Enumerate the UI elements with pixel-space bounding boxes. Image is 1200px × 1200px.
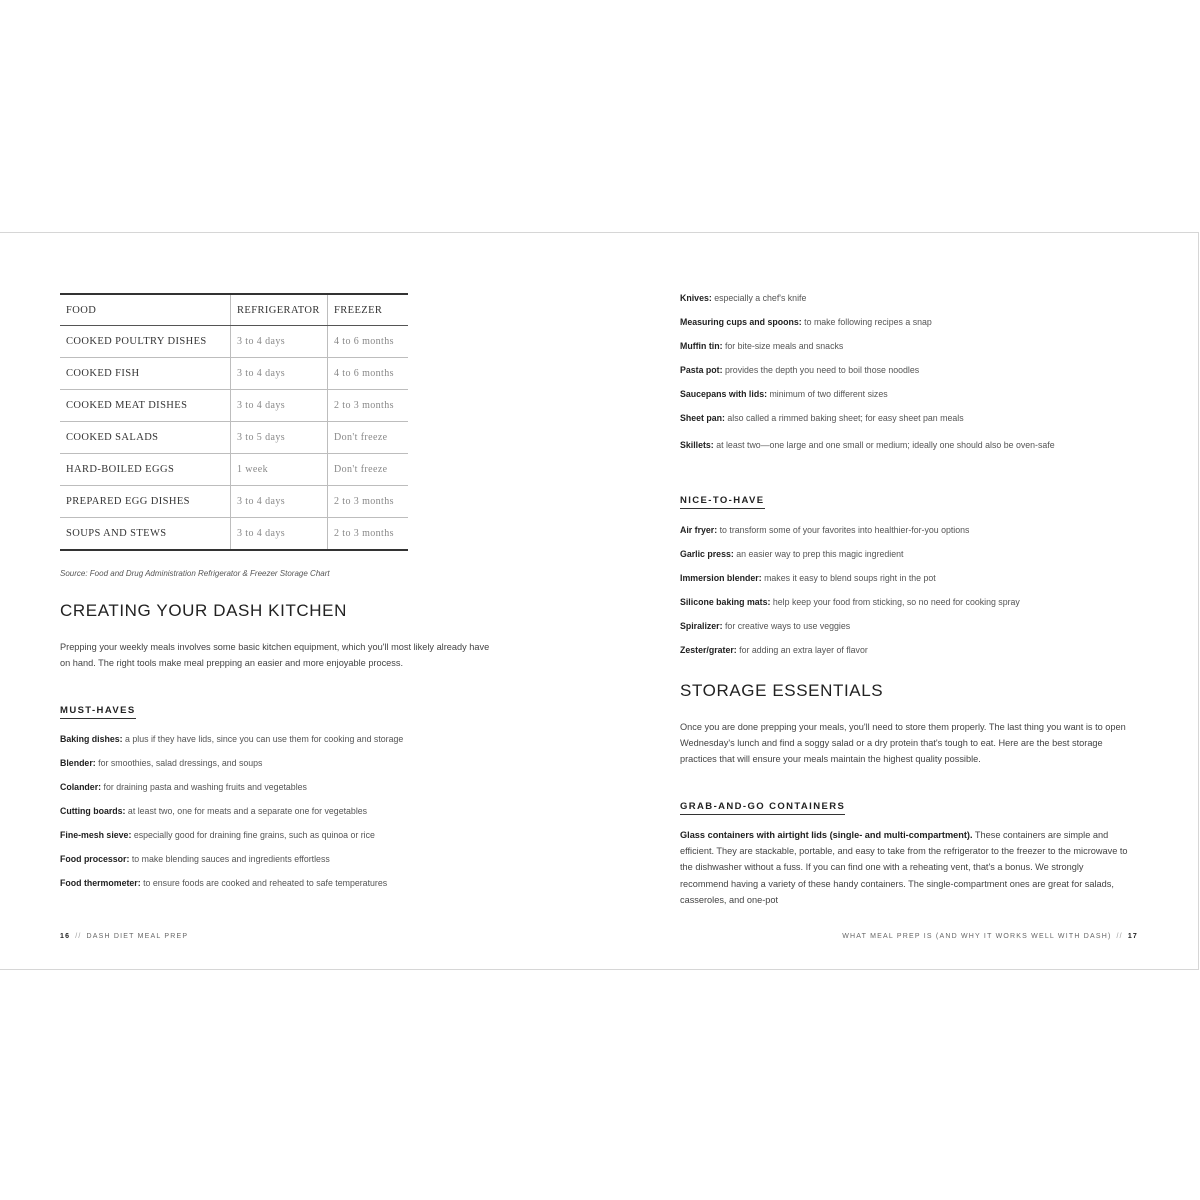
item-term: Saucepans with lids: — [680, 389, 768, 399]
must-haves-heading: MUST-HAVES — [60, 705, 136, 719]
refrigerator-cell: 3 to 4 days — [231, 326, 328, 358]
freezer-cell: 2 to 3 months — [328, 486, 409, 518]
list-item — [60, 734, 520, 758]
list-item — [680, 549, 1140, 573]
page-number: 17 — [1127, 933, 1138, 940]
table-row — [60, 422, 408, 454]
item-term: Food thermometer: — [60, 878, 141, 888]
freezer-cell: 2 to 3 months — [328, 518, 409, 551]
freezer-cell: Don't freeze — [328, 422, 409, 454]
item-term: Food processor: — [60, 854, 130, 864]
list-item — [60, 782, 520, 806]
food-cell: COOKED FISH — [60, 358, 231, 390]
item-term: Skillets: — [680, 440, 714, 450]
table-header-row — [60, 294, 408, 326]
table-source-note: Source: Food and Drug Administration Refrigerator & Freezer Storage Chart — [60, 569, 330, 578]
item-desc: an easier way to prep this magic ingredient — [733, 549, 904, 559]
food-cell: SOUPS AND STEWS — [60, 518, 231, 551]
must-haves-list-continued — [680, 293, 1120, 471]
food-cell: COOKED MEAT DISHES — [60, 390, 231, 422]
item-desc: for smoothies, salad dressings, and soups — [95, 758, 263, 768]
list-item — [680, 413, 1120, 437]
item-desc: minimum of two different sizes — [767, 389, 888, 399]
book-spread — [0, 232, 1199, 970]
list-item — [680, 597, 1140, 621]
item-term: Immersion blender: — [680, 573, 762, 583]
freezer-cell: Don't freeze — [328, 454, 409, 486]
item-desc: to make blending sauces and ingredients effortless — [129, 854, 330, 864]
table-row — [60, 326, 408, 358]
refrigerator-cell: 3 to 5 days — [231, 422, 328, 454]
list-item — [680, 389, 1120, 413]
nice-to-have-list — [680, 525, 1140, 669]
item-desc: for bite-size meals and snacks — [722, 341, 844, 351]
item-term: Pasta pot: — [680, 365, 723, 375]
freezer-cell: 4 to 6 months — [328, 326, 409, 358]
item-desc: a plus if they have lids, since you can use them for cooking and storage — [122, 734, 404, 744]
header-freezer: FREEZER — [328, 294, 409, 326]
item-term: Spiralizer: — [680, 621, 723, 631]
list-item — [680, 645, 1140, 669]
item-term: Air fryer: — [680, 525, 718, 535]
kitchen-section-title: CREATING YOUR DASH KITCHEN — [60, 601, 348, 620]
list-item — [680, 525, 1140, 549]
item-term: Cutting boards: — [60, 806, 126, 816]
item-term: Sheet pan: — [680, 413, 725, 423]
table-row — [60, 486, 408, 518]
storage-section-title: STORAGE ESSENTIALS — [680, 681, 884, 700]
kitchen-intro-paragraph: Prepping your weekly meals involves some basic kitchen equipment, which you'll most likely already have on hand. The right tools make meal prepping an easier and more enjoyable process. — [60, 642, 490, 669]
food-cell: COOKED POULTRY DISHES — [60, 326, 231, 358]
list-item — [60, 830, 520, 854]
item-desc: for draining pasta and washing fruits and vegetables — [101, 782, 307, 792]
food-cell: HARD-BOILED EGGS — [60, 454, 231, 486]
header-refrigerator: REFRIGERATOR — [231, 294, 328, 326]
item-desc: makes it easy to blend soups right in the pot — [761, 573, 936, 583]
item-desc: at least two—one large and one small or medium; ideally one should also be oven-safe — [713, 440, 1055, 450]
list-item — [680, 365, 1120, 389]
item-term: Zester/grater: — [680, 645, 737, 655]
item-desc: also called a rimmed baking sheet; for easy sheet pan meals — [724, 413, 964, 423]
item-desc: at least two, one for meats and a separate one for vegetables — [125, 806, 368, 816]
item-term: Garlic press: — [680, 549, 734, 559]
item-desc: especially good for draining fine grains, such as quinoa or rice — [131, 830, 375, 840]
item-term: Knives: — [680, 293, 712, 303]
must-haves-list — [60, 734, 520, 902]
item-desc: to make following recipes a snap — [801, 317, 932, 327]
table-row — [60, 518, 408, 551]
refrigerator-cell: 3 to 4 days — [231, 390, 328, 422]
item-term: Muffin tin: — [680, 341, 723, 351]
item-desc: for adding an extra layer of flavor — [736, 645, 868, 655]
food-cell: PREPARED EGG DISHES — [60, 486, 231, 518]
page-number: 16 — [60, 933, 71, 940]
refrigerator-cell: 3 to 4 days — [231, 358, 328, 390]
item-desc: to transform some of your favorites into healthier-for-you options — [717, 525, 970, 535]
list-item — [680, 317, 1120, 341]
glass-containers-desc: These containers are simple and efficient. They are stackable, portable, and easy to take from the refrigerator to the freezer to the microwave to the dishwasher without a fuss. If you can find one with a reheating vent, that's a bonus. We strongly recommend having a variety of these handy containers. The single-compartment ones are great for salads, casseroles, and one-pot — [680, 830, 1128, 905]
storage-intro-paragraph: Once you are done prepping your meals, you'll need to store them properly. The last thing you want is to open Wednesday's lunch and find a soggy salad or a dry protein that's tough to eat. Here are the best storage practices that will ensure your meals maintain the highest quality possible. — [680, 722, 1126, 765]
item-term: Baking dishes: — [60, 734, 123, 744]
item-term: Silicone baking mats: — [680, 597, 771, 607]
item-term: Fine-mesh sieve: — [60, 830, 132, 840]
item-desc: especially a chef's knife — [711, 293, 807, 303]
table-row — [60, 390, 408, 422]
left-page — [0, 233, 600, 969]
refrigerator-cell: 3 to 4 days — [231, 518, 328, 551]
refrigerator-cell: 3 to 4 days — [231, 486, 328, 518]
right-page — [600, 233, 1198, 969]
freezer-cell: 4 to 6 months — [328, 358, 409, 390]
list-item — [680, 621, 1140, 645]
table-row — [60, 358, 408, 390]
item-desc: provides the depth you need to boil those noodles — [722, 365, 920, 375]
right-page-footer — [842, 933, 1138, 940]
left-page-footer — [60, 933, 188, 940]
item-term: Blender: — [60, 758, 96, 768]
item-desc: help keep your food from sticking, so no need for cooking spray — [770, 597, 1020, 607]
item-term: Colander: — [60, 782, 102, 792]
list-item — [680, 437, 1080, 471]
glass-containers-paragraph — [680, 827, 1130, 911]
food-cell: COOKED SALADS — [60, 422, 231, 454]
running-head: DASH DIET MEAL PREP — [86, 933, 189, 940]
nice-to-have-heading: NICE-TO-HAVE — [680, 495, 765, 509]
storage-time-table — [60, 293, 408, 551]
list-item — [680, 341, 1120, 365]
item-desc: for creative ways to use veggies — [722, 621, 851, 631]
footer-separator: // — [1116, 933, 1123, 940]
list-item — [680, 573, 1140, 597]
list-item — [60, 878, 520, 902]
list-item — [60, 806, 520, 830]
glass-containers-term: Glass containers with airtight lids (single- and multi-compartment). — [680, 830, 973, 840]
grab-and-go-heading: GRAB-AND-GO CONTAINERS — [680, 801, 845, 815]
list-item — [60, 854, 520, 878]
freezer-cell: 2 to 3 months — [328, 390, 409, 422]
running-head: WHAT MEAL PREP IS (AND WHY IT WORKS WELL WITH DASH) — [842, 933, 1112, 940]
refrigerator-cell: 1 week — [231, 454, 328, 486]
list-item — [680, 293, 1120, 317]
item-term: Measuring cups and spoons: — [680, 317, 802, 327]
list-item — [60, 758, 520, 782]
header-food: FOOD — [60, 294, 231, 326]
table-row — [60, 454, 408, 486]
item-desc: to ensure foods are cooked and reheated to safe temperatures — [140, 878, 388, 888]
footer-separator: // — [75, 933, 82, 940]
